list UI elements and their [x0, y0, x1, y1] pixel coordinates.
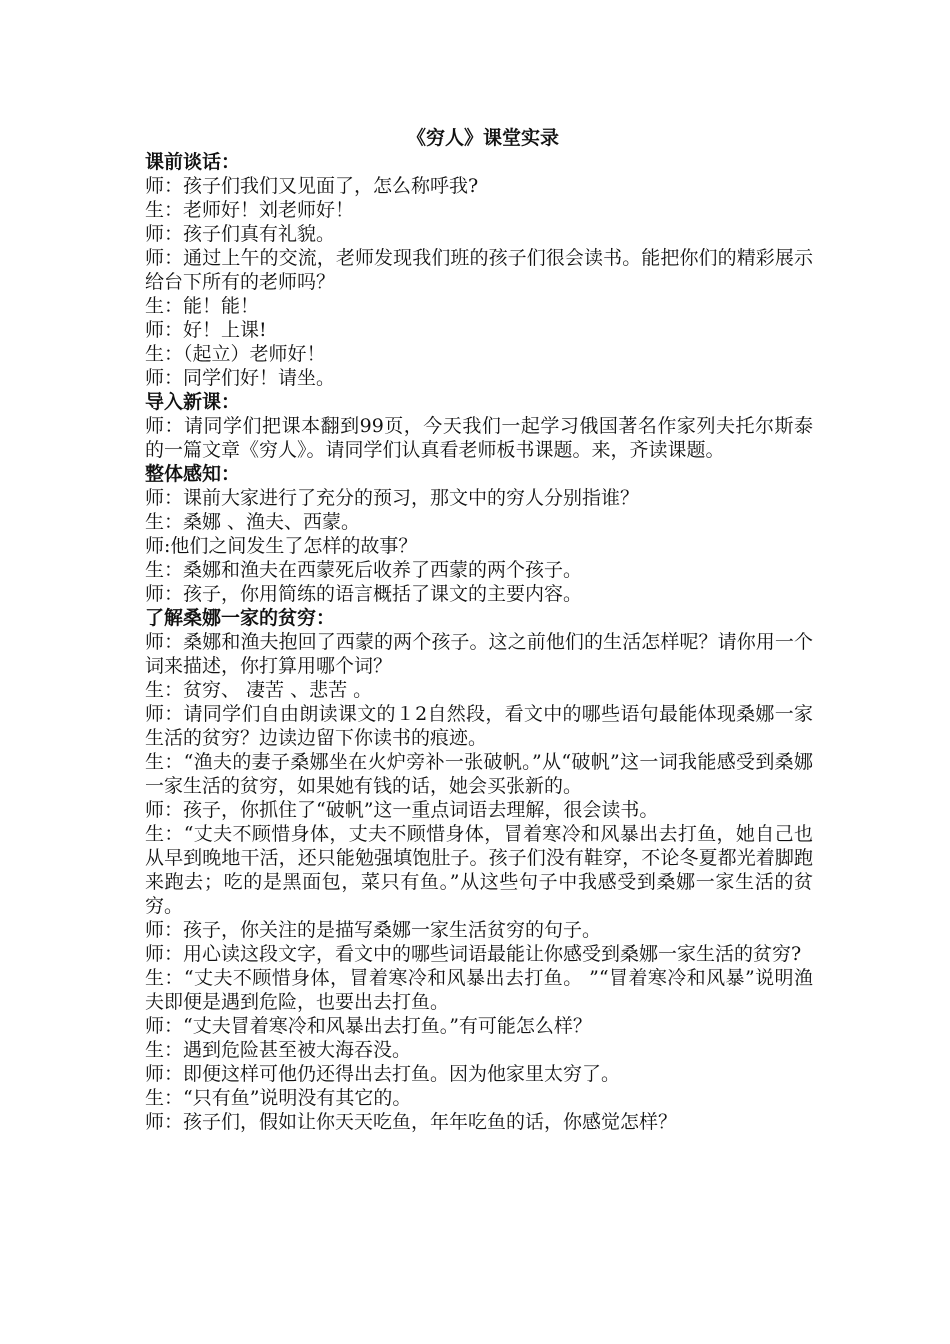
dialogue-line: 师：即便这样可他仍还得出去打鱼。因为他家里太穷了。 [145, 1063, 621, 1085]
dialogue-line: 师：通过上午的交流，老师发现我们班的孩子们很会读书。能把你们的精彩展示给台下所有的老师吗？ [145, 247, 813, 293]
dialogue-line: 师:他们之间发生了怎样的故事？ [145, 535, 418, 557]
dialogue-line: 生：桑娜和渔夫在西蒙死后收养了西蒙的两个孩子。 [145, 559, 583, 581]
section-heading: 了解桑娜一家的贫穷： [145, 607, 336, 629]
dialogue-line: 生：能！能！ [145, 295, 260, 317]
dialogue-line: 师：同学们好！请坐。 [145, 367, 336, 389]
dialogue-line: 师：用心读这段文字，看文中的哪些词语最能让你感受到桑娜一家生活的贫穷? [145, 943, 802, 965]
dialogue-line: 生：“丈夫不顾惜身体，丈夫不顾惜身体，冒着寒冷和风暴出去打鱼，她自己也从早到晚地干活，还只能勉强填饱肚子。孩子们没有鞋穿，不论冬夏都光着脚跑来跑去；吃的是黑面包，菜只有鱼。”从这些句子中我感受到桑娜一家生活的贫穷。 [145, 823, 813, 917]
dialogue-line: 生：（起立）老师好！ [145, 343, 326, 365]
dialogue-line: 生：贫穷、 凄苦 、悲苦 。 [145, 679, 373, 701]
dialogue-line: 生：遇到危险甚至被大海吞没。 [145, 1039, 412, 1061]
section-heading: 整体感知： [145, 463, 241, 485]
document-title: 《穷人》课堂实录 [406, 127, 559, 149]
dialogue-line: 师：好！上课! [145, 319, 267, 341]
dialogue-line: 师：请同学们自由朗读课文的１2自然段，看文中的哪些语句最能体现桑娜一家生活的贫穷？边读边留下你读书的痕迹。 [145, 703, 813, 749]
dialogue-line: 生：“丈夫不顾惜身体，冒着寒冷和风暴出去打鱼。 ”“冒着寒冷和风暴”说明渔夫即便是遇到危险，也要出去打鱼。 [145, 967, 813, 1013]
dialogue-line: 生：桑娜 、渔夫、西蒙。 [145, 511, 361, 533]
dialogue-line: 师：孩子们，假如让你天天吃鱼，年年吃鱼的话，你感觉怎样？ [145, 1111, 678, 1133]
dialogue-line: 生：老师好！刘老师好！ [145, 199, 355, 221]
section-heading: 导入新课： [145, 391, 241, 413]
dialogue-line: 师：课前大家进行了充分的预习，那文中的穷人分别指谁？ [145, 487, 640, 509]
dialogue-line: 师：孩子，你用简练的语言概括了课文的主要内容。 [145, 583, 583, 605]
section-heading: 课前谈话： [145, 151, 241, 173]
dialogue-line: 师：孩子，你关注的是描写桑娜一家生活贫穷的句子。 [145, 919, 602, 941]
dialogue-line: 师：孩子们真有礼貌。 [145, 223, 336, 245]
dialogue-line: 师：桑娜和渔夫抱回了西蒙的两个孩子。这之前他们的生活怎样呢？请你用一个词来描述，你打算用哪个词？ [145, 631, 813, 677]
dialogue-line: 师：孩子们我们又见面了，怎么称呼我? [145, 175, 479, 197]
dialogue-line: 师：孩子，你抓住了“破帆”这一重点词语去理解，很会读书。 [145, 799, 659, 821]
document-body [145, 126, 813, 1134]
dialogue-line: 生：“渔夫的妻子桑娜坐在火炉旁补一张破帆。”从“破帆”这一词我能感受到桑娜一家生活的贫穷，如果她有钱的话，她会买张新的。 [145, 751, 813, 797]
dialogue-line: 生：“只有鱼”说明没有其它的。 [145, 1087, 412, 1109]
dialogue-line: 师：请同学们把课本翻到99页，今天我们一起学习俄国著名作家列夫托尔斯泰的一篇文章《穷人》。请同学们认真看老师板书课题。来，齐读课题。 [145, 415, 813, 461]
dialogue-line: 师：“丈夫冒着寒冷和风暴出去打鱼。”有可能怎么样？ [145, 1015, 592, 1037]
